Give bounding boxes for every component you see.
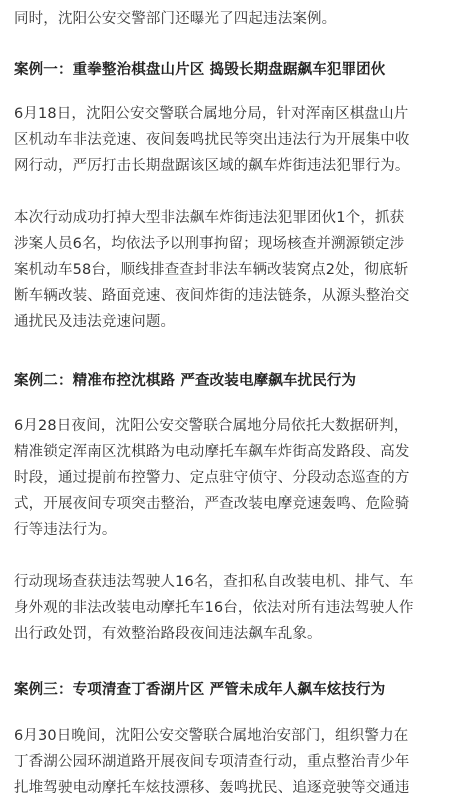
text-line: 出行政处罚，有效整治路段夜间违法飙车乱象。: [14, 626, 322, 642]
text-line: 式，开展夜间专项突击整治，严查改装电摩竞速轰鸣、危险骑: [14, 496, 410, 512]
text-line: 断车辆改装、路面竞速、夜间炸街的违法链条，从源头整治交: [14, 288, 410, 304]
text-line: 扎堆驾驶电动摩托车炫技漂移、轰鸣扰民、追逐竞驶等交通违: [14, 780, 410, 796]
text-line: 通扰民及违法竞速问题。: [14, 314, 176, 330]
text-line: 时段，通过提前布控警力、定点驻守侦守、分段动态巡查的方: [14, 470, 410, 486]
heading-text: 案例三：专项清查丁香湖片区 严管未成年人飙车炫技行为: [14, 682, 386, 698]
text-line: 本次行动成功打掉大型非法飙车炸街违法犯罪团伙1个，抓获: [14, 210, 405, 226]
case-3-heading: [14, 677, 454, 703]
text-line: 6月30日晚间，沈阳公安交警联合属地治安部门，组织警力在: [14, 728, 409, 744]
intro-paragraph: [14, 6, 454, 32]
case-2-heading: [14, 368, 454, 394]
case-1-paragraph-1: [14, 101, 454, 179]
text-line: 身外观的非法改装电动摩托车16台，依法对所有违法驾驶人作: [14, 600, 414, 616]
case-3-paragraph-1: [14, 723, 454, 800]
heading-text: 案例二：精准布控沈棋路 严查改装电摩飙车扰民行为: [14, 373, 357, 389]
case-2-paragraph-2: [14, 569, 454, 647]
heading-text: 案例一：重拳整治棋盘山片区 捣毁长期盘踞飙车犯罪团伙: [14, 62, 386, 78]
text-line: 网行动，严厉打击长期盘踞该区域的飙车炸街违法犯罪行为。: [14, 158, 410, 174]
text-line: 涉案人员6名，均依法予以刑事拘留；现场核查并溯源锁定涉: [14, 236, 405, 252]
text-line: 同时，沈阳公安交警部门还曝光了四起违法案例。: [14, 11, 337, 27]
text-line: 案机动车58台，顺线排查查封非法车辆改装窝点2处，彻底斩: [14, 262, 409, 278]
case-2-paragraph-1: [14, 413, 454, 543]
text-line: 精准锁定浑南区沈棋路为电动摩托车飙车炸街高发路段、高发: [14, 444, 410, 460]
text-line: 行动现场查获违法驾驶人16名，查扣私自改装电机、排气、车: [14, 574, 414, 590]
text-line: 行等违法行为。: [14, 522, 117, 538]
text-line: 丁香湖公园环湖道路开展夜间专项清查行动，重点整治青少年: [14, 754, 410, 770]
case-1-paragraph-2: [14, 205, 454, 335]
text-line: 区机动车非法竞速、夜间轰鸣扰民等突出违法行为开展集中收: [14, 132, 410, 148]
text-line: 6月18日，沈阳公安交警联合属地分局，针对浑南区棋盘山片: [14, 106, 409, 122]
case-1-heading: [14, 57, 454, 83]
text-line: 6月28日夜间，沈阳公安交警联合属地分局依托大数据研判，: [14, 418, 409, 434]
